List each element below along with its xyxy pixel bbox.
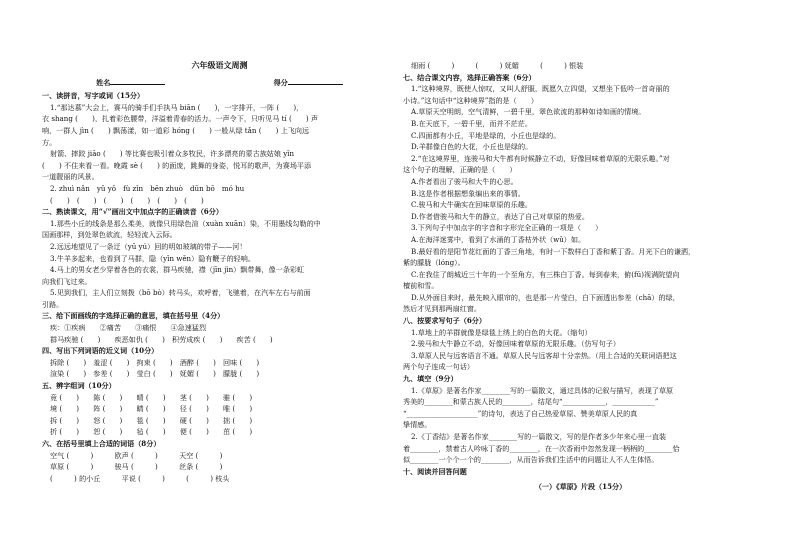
right-column xyxy=(403,60,758,493)
question-line: A.在海洋迷雾中，看到了水涌的丁香枯外状（wǔ）如。 xyxy=(411,234,586,244)
page-title: 六年级语文周测 xyxy=(191,60,248,70)
left-question-list xyxy=(42,90,397,484)
question-line: 3.牛羊多起来，也看到了马群，隐（yǐn wěn）隐有鞭子的轻响。 xyxy=(50,253,255,263)
right-question-list xyxy=(403,60,758,477)
question-line: 1.草地上的羊群就像是绿毯上绣上的白色的大花。（缩句） xyxy=(411,327,592,337)
section-heading: 七、结合课文内容，选择正确答案（6分） xyxy=(403,72,536,82)
question-line: 2.“在这境界里，连骏马和大牛都有时候静立不动，好像回味着草原的无限乐趣。”对 xyxy=(411,153,670,163)
question-line: ( ) ( ) ( ) ( ) ( ) ( ) xyxy=(50,195,204,205)
section-heading: 三、给下面画线的字选择正确的意思，填在括号里（4分） xyxy=(42,311,225,321)
question-line: 拆除 ( ) 羞涩 ( ) 拘束 ( ) 酒醉 ( ) 回味 ( ) xyxy=(50,357,260,367)
question-line: 射箭、摔跤 jiāo ( ) 等比赛也吸引着众多牧民，许多漂亮的蒙古族姑娘 yǐn xyxy=(50,149,295,159)
question-line: 似________一个个一个的________，从而告诉我们生活中的问题让人不人生体悟。 xyxy=(403,455,659,465)
question-line: 一道靓丽的风景。 xyxy=(42,172,99,182)
question-line: 衣 shang ( )，扎着彩色腰带，洋溢着青春的活力。一声令下，只听见马 tí ( ) 声 xyxy=(42,114,319,124)
question-line: 3.下列句子中加点字的字音和字形完全正确的一项是（ ） xyxy=(411,223,603,233)
question-line: 紫的朦胧（lóng）。 xyxy=(403,258,465,268)
reading-section-title: （一）《草原》片段（15分） xyxy=(534,482,627,492)
question-line: C.四面都有小丘，平地是绿的，小丘也是绿的。 xyxy=(411,130,561,140)
question-line: ( ) 不住来看一看。晚霞 sè ( ) 的面庞，跳舞的身姿，悦耳的歌声，为赛场平添 xyxy=(42,160,312,170)
question-line: B.最好看的是阳节花红面的丁香三角地，有时一下数样白丁香和紫丁香。月光下白的谦洒， xyxy=(411,246,696,256)
question-line: 引路。 xyxy=(42,299,64,309)
question-line: 1.“那达慕”大会上，赛马的骑手们手执马 biān ( )，一字排开，一阵 ( )， xyxy=(50,102,304,112)
name-field[interactable] xyxy=(96,76,165,89)
question-line: C.在我住了朗城近三十年的一个至角方，有三株白丁香。每到春来，俯(fǔ)视满院望向 xyxy=(411,269,680,279)
question-line: A.草原天空明朗，空气清鲜，一碧千里，翠色欲流的那种如诗如画的情境。 xyxy=(411,107,646,117)
question-line: 国画那样，到处翠色欲流，轻轻流入云际。 xyxy=(42,230,177,240)
question-line: 檀前和雪。 xyxy=(403,281,439,291)
question-line: 秀美的________和蒙古族人民的________，结尾句“____________，____________” xyxy=(403,397,659,407)
question-line: A.作者看出了骏马和大牛的心思。 xyxy=(411,176,518,186)
question-line: 空气 ( ) 欧声 ( ) 天空 ( ) xyxy=(50,450,223,460)
question-line: 细雨 ( ) ( ) 妩媚 ( ) 银装 xyxy=(411,61,584,70)
score-field[interactable] xyxy=(274,76,343,89)
question-line: 草原 ( ) 骏马 ( ) 丝条 ( ) xyxy=(50,462,223,472)
question-line: 着________，禁着古人吟咏丁香的________，在一次香雨中忽然发现一柄柄的________恰 xyxy=(403,443,680,453)
question-line: C.骏马和大牛确实在回味草原的乐趣。 xyxy=(411,200,532,210)
question-line: 5.见到我们，主人们立刻拨（bō bò）转马头，欢呼着，飞驰着，在汽车左右与前面 xyxy=(50,288,311,298)
question-line: D.羊群像白色的大花，小丘也是绿的。 xyxy=(411,142,533,152)
question-line: 向我们飞过来。 xyxy=(42,276,92,286)
question-line: 竟 ( ) 陈 ( ) 晴 ( ) 茎 ( ) 骓 ( ) xyxy=(50,392,253,402)
question-line: “____________________”的诗句，表达了自己热爱草原、赞美草原人民的真 xyxy=(403,408,638,418)
question-line: B.这是作者根据想象编出来的事情。 xyxy=(411,188,525,198)
question-line: 响，一群人 jìn ( ) 飘荡漾，如一道彩 hóng ( ) 一般从绿 tǎn ( ) 上飞向远 xyxy=(42,125,310,135)
student-info-row xyxy=(42,76,397,89)
section-heading: 一、读拼音，写字或词（15分） xyxy=(42,91,145,101)
question-line: 1.“这种境界，既使人惊叹，又叫人舒服，既愿久立四望，又想坐下低吟一首奇丽的 xyxy=(411,84,670,94)
left-column xyxy=(42,60,397,484)
question-line: 2. zhuì nǎn yǔ yǒ fù zǐn bēn zhuò dūn bō mó hu xyxy=(50,183,245,193)
question-line: 小诗。”这句话中“这种境界”指的是（ ） xyxy=(403,95,539,105)
question-line: 2.《丁香结》是著名作家________写的一篇散文，写的是作者多少年来心里一直装 xyxy=(411,432,667,441)
question-line: 方。 xyxy=(42,137,57,147)
question-line: 疾：①疾病 ②痛苦 ③痛恨 ④急速猛烈 xyxy=(50,323,207,333)
question-line: 4.马上的男女老少穿着各色的衣裳，群马疾驰，襟（jīn jìn）飘带舞，像一条彩虹 xyxy=(50,265,305,275)
question-line: ( ) 的小丘 平说 ( ) ( ) 枝头 xyxy=(50,473,230,483)
question-line: 2.骏马和大牛静立不动，好像回味着草原的无限乐趣。（仿写句子） xyxy=(411,339,620,349)
question-line: 这个句子的理解，正确的是（ ） xyxy=(403,165,517,175)
question-line: 然后才见到那两扇红窗。 xyxy=(403,304,482,314)
question-line: 折 ( ) 恕 ( ) 毡 ( ) 便 ( ) 茁 ( ) xyxy=(50,427,253,437)
section-heading: 二、熟读课文，用“√”画出文中加点字的正确读音（6分） xyxy=(42,207,223,217)
question-line: 挚情感。 xyxy=(403,420,432,430)
question-line: 拆 ( ) 怒 ( ) 毯 ( ) 硬 ( ) 拙 ( ) xyxy=(50,415,253,425)
question-line: D.从外面目来时，最先映入眼帘的，也是那一片莹白，白下面透出参差（chā）的绿， xyxy=(411,292,680,302)
name-label: 姓名 xyxy=(96,77,111,87)
section-heading: 九、填空（9分） xyxy=(403,374,458,384)
question-line: B.在天底下，一碧千里，而并不茫茫。 xyxy=(411,118,532,128)
question-line: 渲染 ( ) 参差 ( ) 莹白 ( ) 妩媚 ( ) 朦胧 ( ) xyxy=(50,369,260,379)
question-line: 1.《草原》是著名作家________写的一篇散文，通过具体的记叙与描写，表现了草原 xyxy=(411,385,674,395)
question-line: 3.草原人民与远客语言不通。草原人民与远客却十分亲热。（用上合适的关联词语把这 xyxy=(411,350,677,360)
score-label: 得分 xyxy=(273,77,288,87)
question-line: D.作者借骏马和大牛的静立，表达了自己对草原的热爱。 xyxy=(411,211,589,221)
question-line: 1.那些小丘的线条是那么柔美，就像只用绿色渲（xuàn xuān）染，不用墨线勾勒的中 xyxy=(50,218,321,228)
question-line: 两个句子连成一句话） xyxy=(403,362,474,372)
section-heading: 五、辨字组词（10分） xyxy=(42,381,116,391)
section-heading: 八、按要求写句子（6分） xyxy=(403,316,486,326)
question-line: 2.远远地望见了一条迂（yū yú）回的明如玻璃的带子——河！ xyxy=(50,241,247,251)
question-line: 群马疾驰 ( ) 疾恶如仇 ( ) 积劳成疾 ( ) 疾苦 ( ) xyxy=(50,334,273,344)
question-line: 境 ( ) 阵 ( ) 睛 ( ) 径 ( ) 唯 ( ) xyxy=(50,404,253,414)
section-heading: 四、写出下列词语的近义词（10分） xyxy=(42,346,159,356)
section-heading: 十、阅读并回答问题 xyxy=(403,466,467,476)
section-heading: 六、在括号里填上合适的词语（8分） xyxy=(42,439,161,448)
